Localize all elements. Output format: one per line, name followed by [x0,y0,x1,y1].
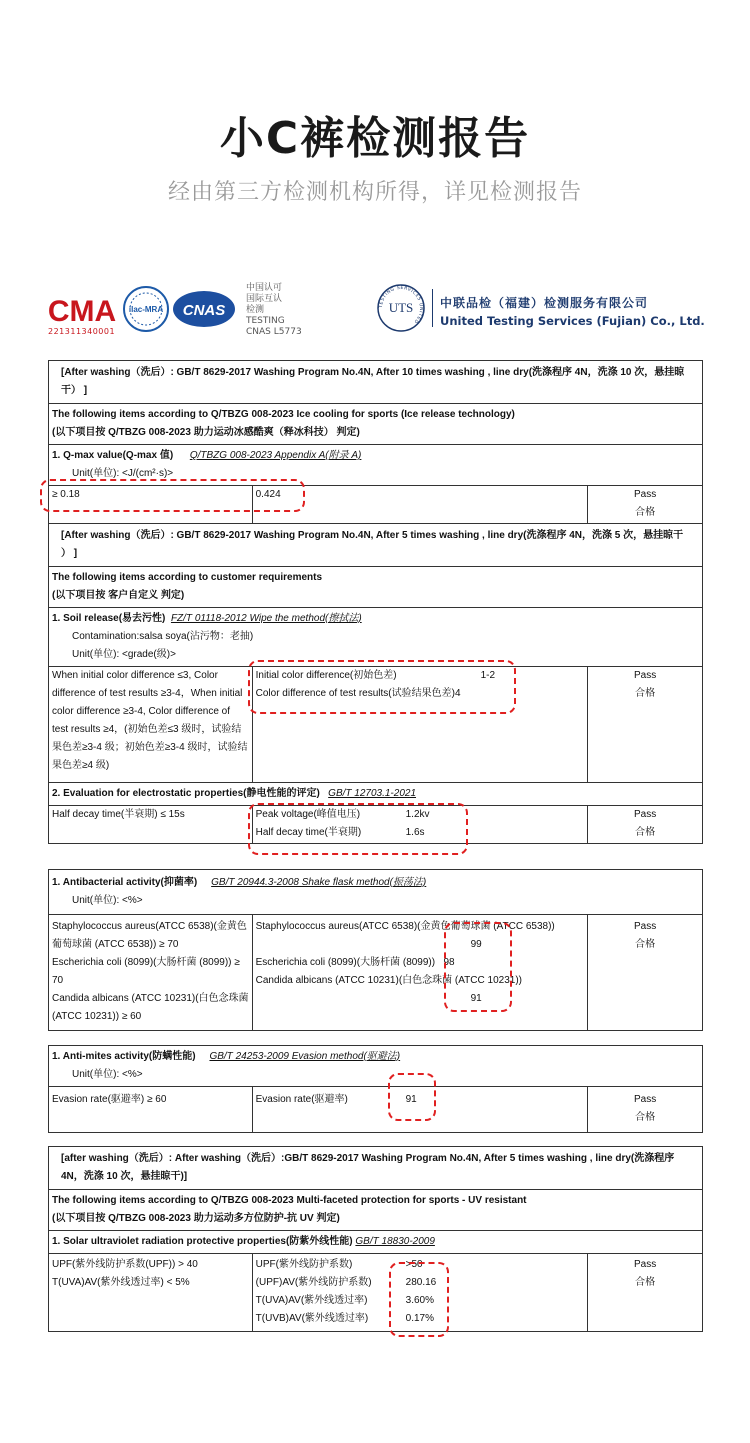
report-table-anti-mites [48,1045,703,1133]
antibacterial-verdict: Pass 合格 [588,915,703,1031]
divider [432,289,433,327]
anti-mites-header: 1. Anti-mites activity(防螨性能) GB/T 24253-2009 Evasion method(驱避法) Unit(单位): <%> [49,1046,703,1087]
page-title: 小C裤检测报告 [219,113,531,164]
wash-condition-5x: [After washing（洗后）: GB/T 8629-2017 Washing Program No.4N, After 5 times washing , line dry(洗涤程序 4N，洗涤 5 次，悬挂晾干 ） ] [49,524,703,567]
electrostatic-requirement: Half decay time(半衰期) ≤ 15s [49,806,253,844]
soil-release-verdict: Pass 合格 [588,667,703,783]
soil-release-results: Initial color difference(初始色差) 1-2 Color difference of test results(试验结果色差)4 [252,667,588,783]
cma-logo [48,289,116,331]
standard-uv: The following items according to Q/TBZG 008-2023 Multi-faceted protection for sports - UV resistant (以下项目按 Q/TBZG 008-2023 助力运动多方位防护-抗 UV 判定) [49,1190,703,1231]
uts-logo-text: UTS [388,300,414,315]
cma-number: 221311340001 [48,327,116,336]
report-table-1 [48,360,703,844]
ilac-mra-logo [120,285,172,333]
uv-requirement: UPF(紫外线防护系数(UPF)) > 40 T(UVA)AV(紫外线透过率) < 5% [49,1254,253,1332]
company-name-cn: 中联品检（福建）检测服务有限公司 [440,296,649,310]
qmax-result: 0.424 [252,486,588,524]
antibacterial-results: Staphylococcus aureus(ATCC 6538)(金黄色葡萄球菌 (ATCC 6538)) 99 Escherichia coli (8099)(大肠杆菌 (8099)) 98 Candida albicans (ATCC 10231)(白色念珠菌 (ATCC 10231)) 91 [252,915,588,1031]
ilac-logo-text: ilac-MRA [128,305,164,314]
electrostatic-verdict: Pass 合格 [588,806,703,844]
antibacterial-requirement: Staphylococcus aureus(ATCC 6538)(金黄色葡萄球菌 (ATCC 6538)) ≥ 70 Escherichia coli (8099)(大肠杆菌 (8099)) ≥ 70 Candida albicans (ATCC 10231)(白色念珠菌 (ATCC 10231)) ≥ 60 [49,915,253,1031]
uv-results: UPF(紫外线防护系数) >50 (UPF)AV(紫外线防护系数) 280.16 T(UVA)AV(紫外线透过率) 3.60% T(UVB)AV(紫外线透过率) 0.17% [252,1254,588,1332]
soil-release-requirement: When initial color difference ≤3, Color difference of test results ≥3-4，When initial color difference ≥3-4, Color difference of test results ≥4，(初始色差≤3 级时，试验结果色差≥3-4 级；初始色差≥3-4 级时，试验结果色差≥4 级) [49,667,253,783]
uv-header: 1. Solar ultraviolet radiation protective properties(防紫外线性能) GB/T 18830-2009 [49,1231,703,1254]
electrostatic-results: Peak voltage(峰值电压) 1.2kv Half decay time(半衰期) 1.6s [252,806,588,844]
certification-logos [48,283,318,343]
page-subtitle: 经由第三方检测机构所得，详见检测报告 [167,180,582,205]
antibacterial-header: 1. Antibacterial activity(抑菌率) GB/T 20944.3-2008 Shake flask method(振荡法) Unit(单位): <%> [49,870,703,915]
uv-verdict: Pass 合格 [588,1254,703,1332]
cnas-logo-text: CNAS [182,302,226,319]
cma-logo-text: CMA [48,295,116,328]
anti-mites-result: Evasion rate(驱避率) 91 [252,1087,588,1133]
uts-ring-text: TESTING SERVICES UNITED [378,285,424,325]
anti-mites-verdict: Pass 合格 [588,1087,703,1133]
wash-condition-10x: [After washing（洗后）: GB/T 8629-2017 Washing Program No.4N, After 10 times washing , line dry(洗涤程序 4N，洗涤 10 次，悬挂晾干） ] [49,361,703,404]
wash-condition-uv: [after washing（洗后）: After washing（洗后）:GB/T 8629-2017 Washing Program No.4N, After 5 times washing , line dry(洗涤程序 4N，洗涤 10 次，悬挂晾干)] [49,1147,703,1190]
company-name-en: United Testing Services (Fujian) Co., Ltd. [440,314,705,328]
report-table-uv [48,1146,703,1332]
qmax-verdict: Pass 合格 [588,486,703,524]
electrostatic-header: 2. Evaluation for electrostatic properties(静电性能的评定) GB/T 12703.1-2021 [49,783,703,806]
cnas-accreditation-text: 中国认可 国际互认 检测 TESTING CNAS L5773 [246,283,302,337]
uts-logo [376,283,426,333]
qmax-requirement: ≥ 0.18 [49,486,253,524]
anti-mites-requirement: Evasion rate(驱避率) ≥ 60 [49,1087,253,1133]
report-table-antibacterial [48,869,703,1031]
company-logo-block [376,283,716,343]
qmax-header: 1. Q-max value(Q-max 值) Q/TBZG 008-2023 Appendix A(附录 A) Unit(单位): <J/(cm²·s)> [49,445,703,486]
standard-customer: The following items according to customer requirements (以下项目按 客户自定义 判定) [49,567,703,608]
soil-release-header: 1. Soil release(易去污性) FZ/T 01118-2012 Wipe the method(擦拭法) Contamination:salsa soya(沾污物：老抽) Unit(单位): <grade(级)> [49,608,703,667]
standard-ice-cooling: The following items according to Q/TBZG 008-2023 Ice cooling for sports (Ice release technology) (以下项目按 Q/TBZG 008-2023 助力运动冰感酷爽（释冰科技） 判定) [49,404,703,445]
cnas-logo [172,289,236,329]
